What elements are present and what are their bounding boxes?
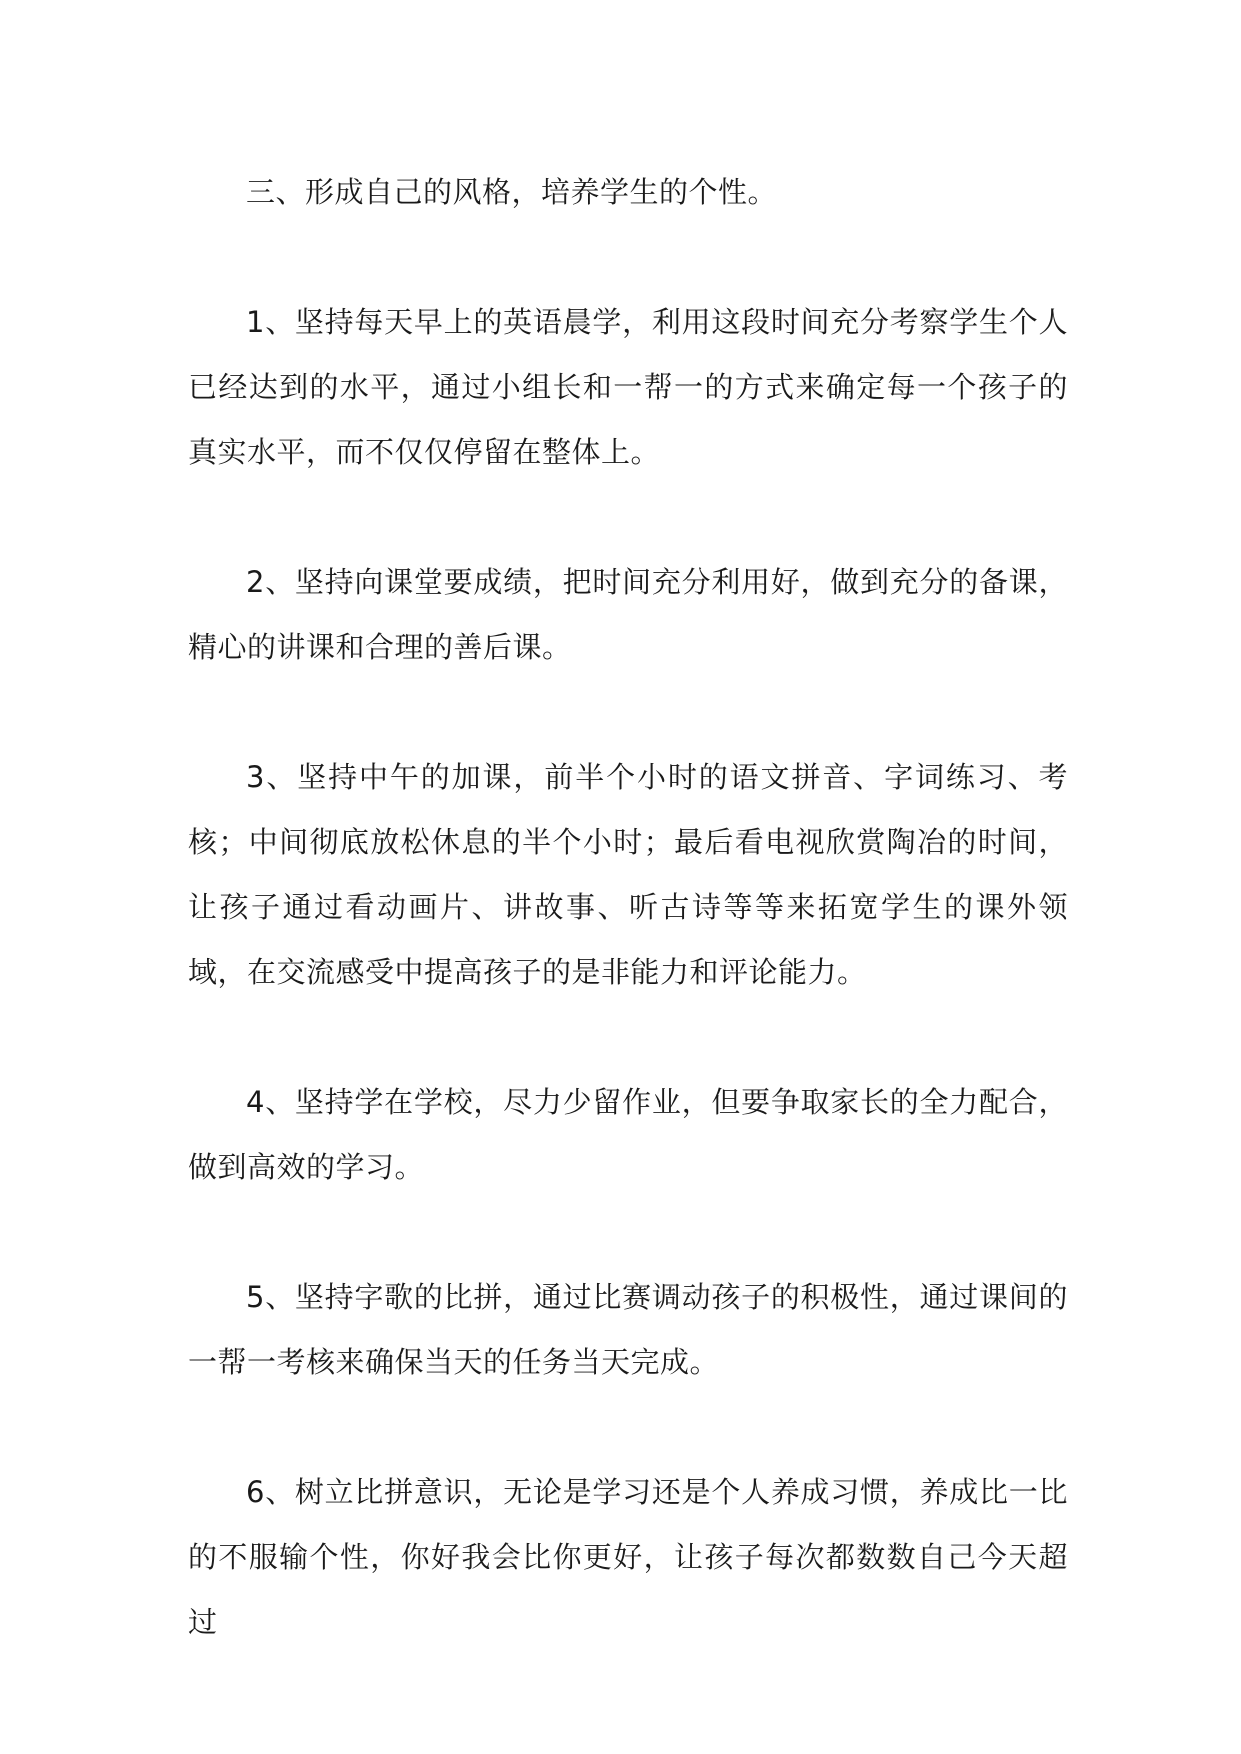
paragraph-4: 4、坚持学在学校，尽力少留作业，但要争取家长的全力配合，做到高效的学习。: [188, 1085, 1068, 1184]
paragraph-3: 3、坚持中午的加课，前半个小时的语文拼音、字词练习、考核；中间彻底放松休息的半个小时；最后看电视欣赏陶冶的时间，让孩子通过看动画片、讲故事、听古诗等等来拓宽学生的课外领域，在交流感受中提高孩子的是非能力和评论能力。: [188, 760, 1068, 989]
paragraph-1: 1、坚持每天早上的英语晨学，利用这段时间充分考察学生个人已经达到的水平，通过小组长和一帮一的方式来确定每一个孩子的真实水平，而不仅仅停留在整体上。: [188, 305, 1068, 469]
paragraph-5: 5、坚持字歌的比拼，通过比赛调动孩子的积极性，通过课间的一帮一考核来确保当天的任务当天完成。: [188, 1280, 1068, 1379]
paragraph-2: 2、坚持向课堂要成绩，把时间充分利用好，做到充分的备课，精心的讲课和合理的善后课。: [188, 565, 1068, 664]
document-body: [188, 160, 1068, 1720]
paragraph-6: 6、树立比拼意识，无论是学习还是个人养成习惯，养成比一比的不服输个性，你好我会比你更好，让孩子每次都数数自己今天超过: [188, 1475, 1068, 1639]
section-heading: 三、形成自己的风格，培养学生的个性。: [246, 175, 778, 209]
